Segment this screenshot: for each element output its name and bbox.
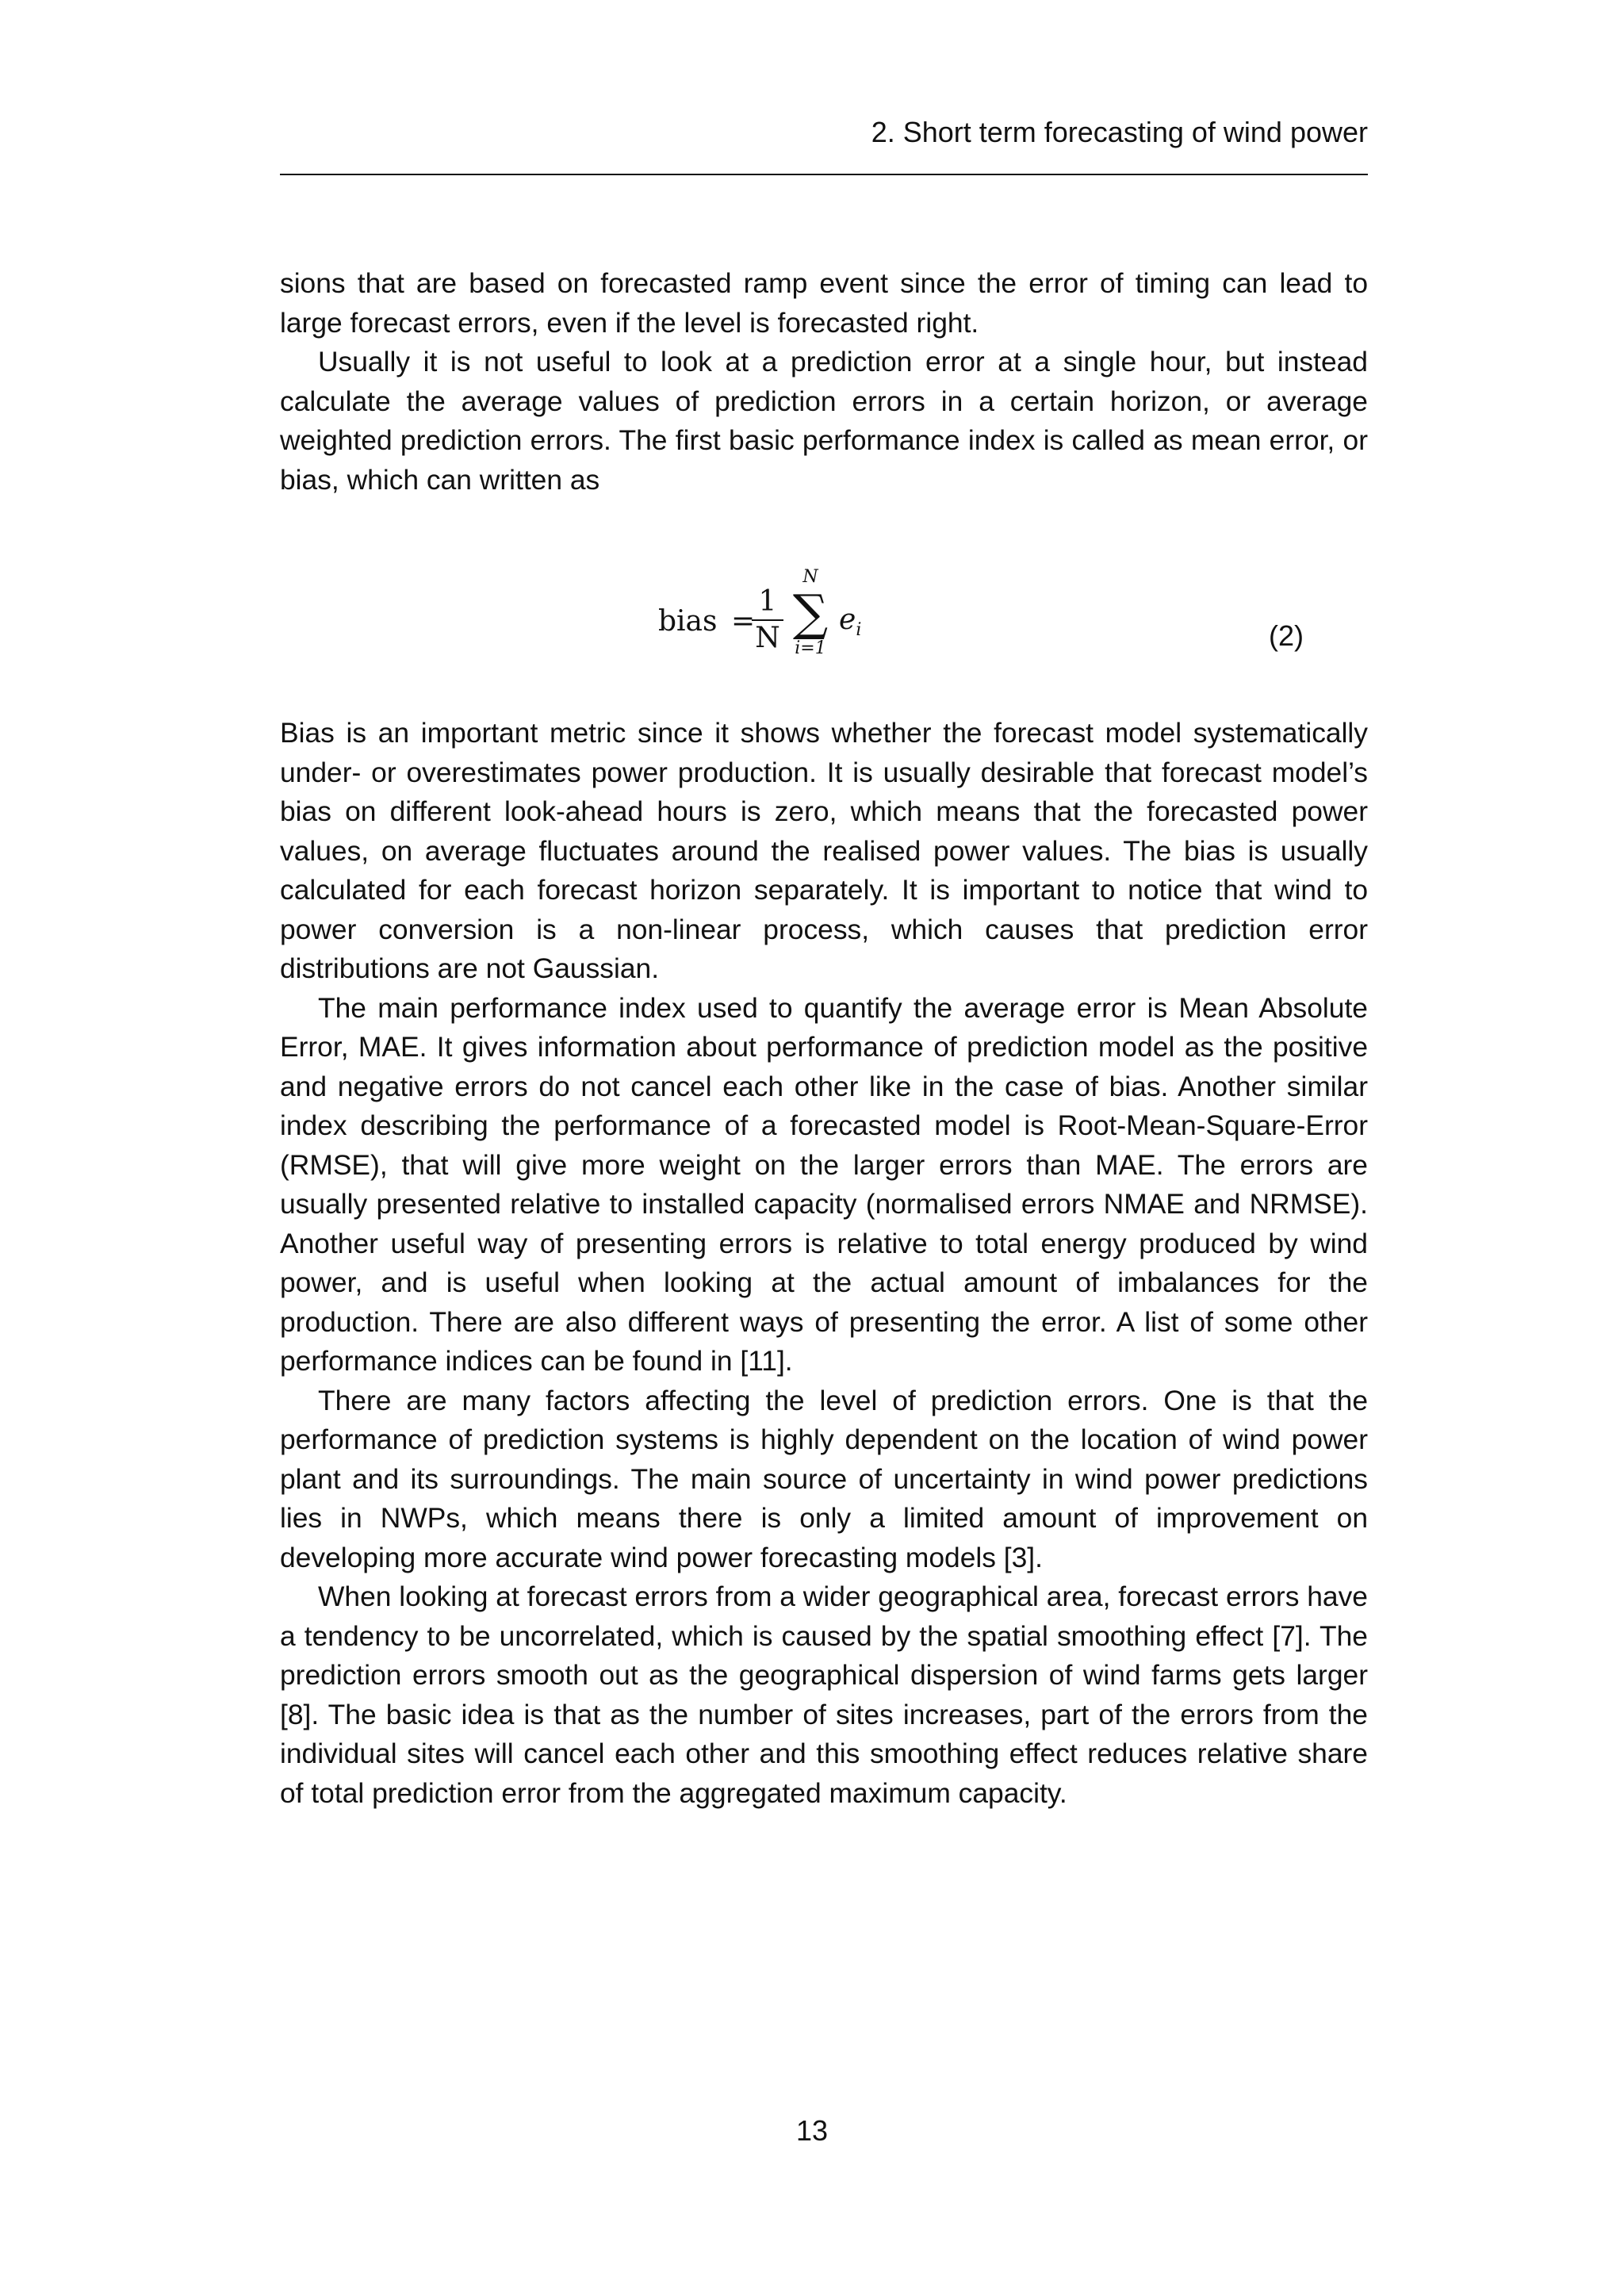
term-symbol: e — [839, 604, 856, 636]
running-header: 2. Short term forecasting of wind power — [871, 116, 1368, 148]
paragraph: sions that are based on forecasted ramp event since the error of timing can lead to large forecast errors, even if the level is forecasted right. — [280, 267, 1368, 339]
paragraph: Usually it is not useful to look at a prediction error at a single hour, but instead calculate the average values of prediction errors in a certain horizon, or average weighted prediction errors. The first basic performance index is called as mean error, or bias, which can written as — [280, 346, 1368, 496]
paragraph: Bias is an important metric since it shows whether the forecast model systematically under- or overestimates power production. It is usually desirable that forecast model’s bias on different look-ahead hours is zero, which means that the forecasted power values, on average fluctuates around the realised power values. The bias is usually calculated for each forecast horizon separately. It is important to notice that wind to power conversion is a non-linear process, which causes that prediction error distributions are not Gaussian. — [280, 717, 1368, 984]
equation-equals: = — [731, 605, 756, 638]
page-number: 13 — [795, 2114, 829, 2147]
bias-equation — [658, 567, 896, 678]
paragraph: The main performance index used to quantify the average error is Mean Absolute Error, MAE. It gives information about performance of prediction model as the positive and negative errors do not cancel each other like in the case of bias. Another similar index describing the performance of a forecasted model is Root-Mean-Square-Error (RMSE), that will give more weight on the larger errors than MAE. The errors are usually presented relative to installed capacity (normalised errors NMAE and NRMSE). Another useful way of presenting errors is relative to total energy produced by wind power, and is useful when looking at the actual amount of imbalances for the production. There are also different ways of presenting the error. A list of some other performance indices can be found in [11]. — [280, 991, 1368, 1377]
body-text-bottom — [280, 714, 1368, 1813]
paragraph: There are many factors affecting the level of prediction errors. One is that the performance of prediction systems is highly dependent on the location of wind power plant and its surroundings. The main source of uncertainty in wind power predictions lies in NWPs, which means there is only a limited amount of improvement on developing more accurate wind power forecasting models [3]. — [280, 1384, 1368, 1573]
summation-upper-limit: N — [802, 567, 818, 587]
fraction-numerator: 1 — [758, 585, 777, 618]
equation-fraction — [752, 586, 783, 654]
header-rule — [280, 174, 1368, 175]
term-subscript: i — [856, 620, 862, 641]
equation-term — [839, 604, 861, 640]
fraction-denominator: N — [755, 622, 780, 654]
equation-lhs: bias — [658, 605, 718, 638]
summation-sign: ∑ — [792, 584, 829, 642]
body-text-top — [280, 264, 1368, 500]
paragraph: When looking at forecast errors from a wider geographical area, forecast errors have a tendency to be uncorrelated, which is caused by the spatial smoothing effect [7]. The prediction errors smooth out as the geographical dispersion of wind farms gets larger [8]. The basic idea is that as the number of sites increases, part of the errors from the individual sites will cancel each other and this smoothing effect reduces relative share of total prediction error from the aggregated maximum capacity. — [280, 1581, 1368, 1809]
summation-lower-limit: i=1 — [795, 638, 826, 658]
fraction-bar — [752, 619, 783, 621]
summation — [787, 567, 834, 659]
equation-number: (2) — [1269, 619, 1304, 652]
